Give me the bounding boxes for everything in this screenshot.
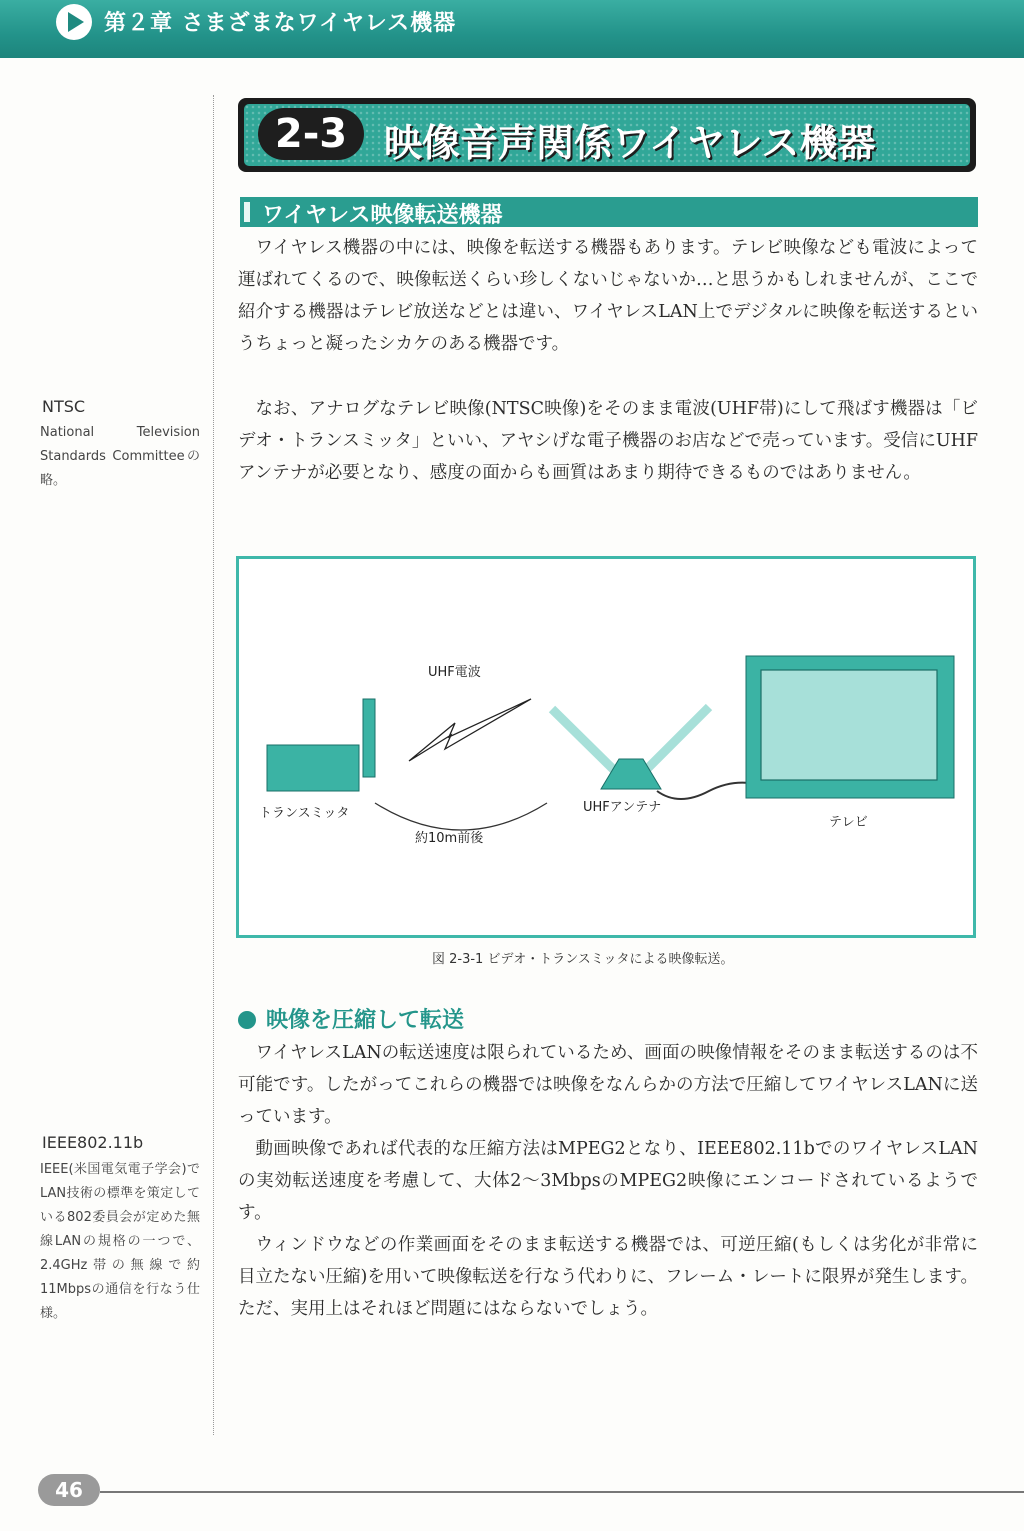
footer-rule <box>100 1491 1024 1493</box>
section-banner <box>238 98 976 172</box>
paragraph-mpeg2: 動画映像であれば代表的な圧縮方法はMPEG2となり、IEEE802.11bでのワイヤレスLANの実効転送速度を考慮して、大体2〜3MbpsのMPEG2映像にエンコードされているようです。 <box>238 1139 978 1223</box>
chapter-header <box>0 0 1024 58</box>
antenna-ray-left <box>552 709 617 773</box>
tv-screen <box>761 670 937 780</box>
sidebar-divider <box>213 95 214 1435</box>
bullet-heading <box>238 1003 464 1034</box>
play-arrow-icon <box>56 4 92 40</box>
label-transmitter: トランスミッタ <box>259 806 350 821</box>
sidenote-body-ntsc: National Television Standards Committeeの略。 <box>40 425 200 488</box>
sidenote-body-ieee: IEEE(米国電気電子学会)でLAN技術の標準を策定している802委員会が定めた無線LANの規格の一つで、2.4GHz帯の無線で約11Mbpsの通信を行なう仕様。 <box>40 1162 200 1321</box>
uhf-wave-icon <box>409 699 531 761</box>
chapter-title: 第２章 さまざまなワイヤレス機器 <box>104 11 457 36</box>
label-antenna: UHFアンテナ <box>583 800 662 815</box>
paragraph-lossless: ウィンドウなどの作業画面をそのまま転送する機器では、可逆圧縮(もしくは劣化が非常に目立たない圧縮)を用いて映像転送を行なう代わりに、フレーム・レートに限界が発生します。ただ、実用上はそれほど問題にはならないでしょう。 <box>238 1235 978 1319</box>
antenna-cable <box>657 783 749 799</box>
bullet-heading-text: 映像を圧縮して転送 <box>266 1008 465 1033</box>
figure-caption: 図 2-3-1 ビデオ・トランスミッタによる映像転送。 <box>432 952 734 967</box>
bullet-dot-icon <box>238 1011 256 1029</box>
label-uhf-wave: UHF電波 <box>428 665 481 680</box>
section-banner-inner <box>244 104 970 166</box>
transmitter-box <box>267 745 359 791</box>
paragraph-compression: ワイヤレスLANの転送速度は限られているため、画面の映像情報をそのまま転送するのは不可能です。したがってこれらの機器では映像をなんらかの方法で圧縮してワイヤレスLANに送っています。 <box>238 1043 978 1127</box>
subheading-marker <box>244 202 250 222</box>
page-number: 46 <box>38 1474 100 1506</box>
transmitter-antenna <box>363 699 375 777</box>
paragraph-ntsc: なお、アナログなテレビ映像(NTSC映像)をそのまま電波(UHF帯)にして飛ばす機器は「ビデオ・トランスミッタ」といい、アヤシげな電子機器のお店などで売っています。受信にUHFアンテナが必要となり、感度の面からも画質はあまり期待できるものではありません。 <box>238 399 978 483</box>
section-title: 映像音声関係ワイヤレス機器 <box>384 121 876 165</box>
label-distance: 約10m前後 <box>415 831 484 846</box>
section-number: 2-3 <box>258 108 364 160</box>
diagram-svg <box>239 559 973 935</box>
label-tv: テレビ <box>829 815 868 830</box>
distance-arc <box>375 803 547 830</box>
subheading-bar <box>240 197 978 227</box>
antenna-ray-right <box>643 707 709 773</box>
paragraph-intro: ワイヤレス機器の中には、映像を転送する機器もあります。テレビ映像なども電波によって運ばれてくるので、映像転送くらい珍しくないじゃないか…と思うかもしれませんが、ここで紹介する機器はテレビ放送などとは違い、ワイヤレスLAN上でデジタルに映像を転送するというちょっと凝ったシカケのある機器です。 <box>238 238 978 354</box>
sidenote-term-ieee: IEEE802.11b <box>42 1133 144 1152</box>
figure-diagram <box>236 556 976 938</box>
subheading-text: ワイヤレス映像転送機器 <box>262 203 503 228</box>
sidenote-term-ntsc: NTSC <box>42 397 86 416</box>
